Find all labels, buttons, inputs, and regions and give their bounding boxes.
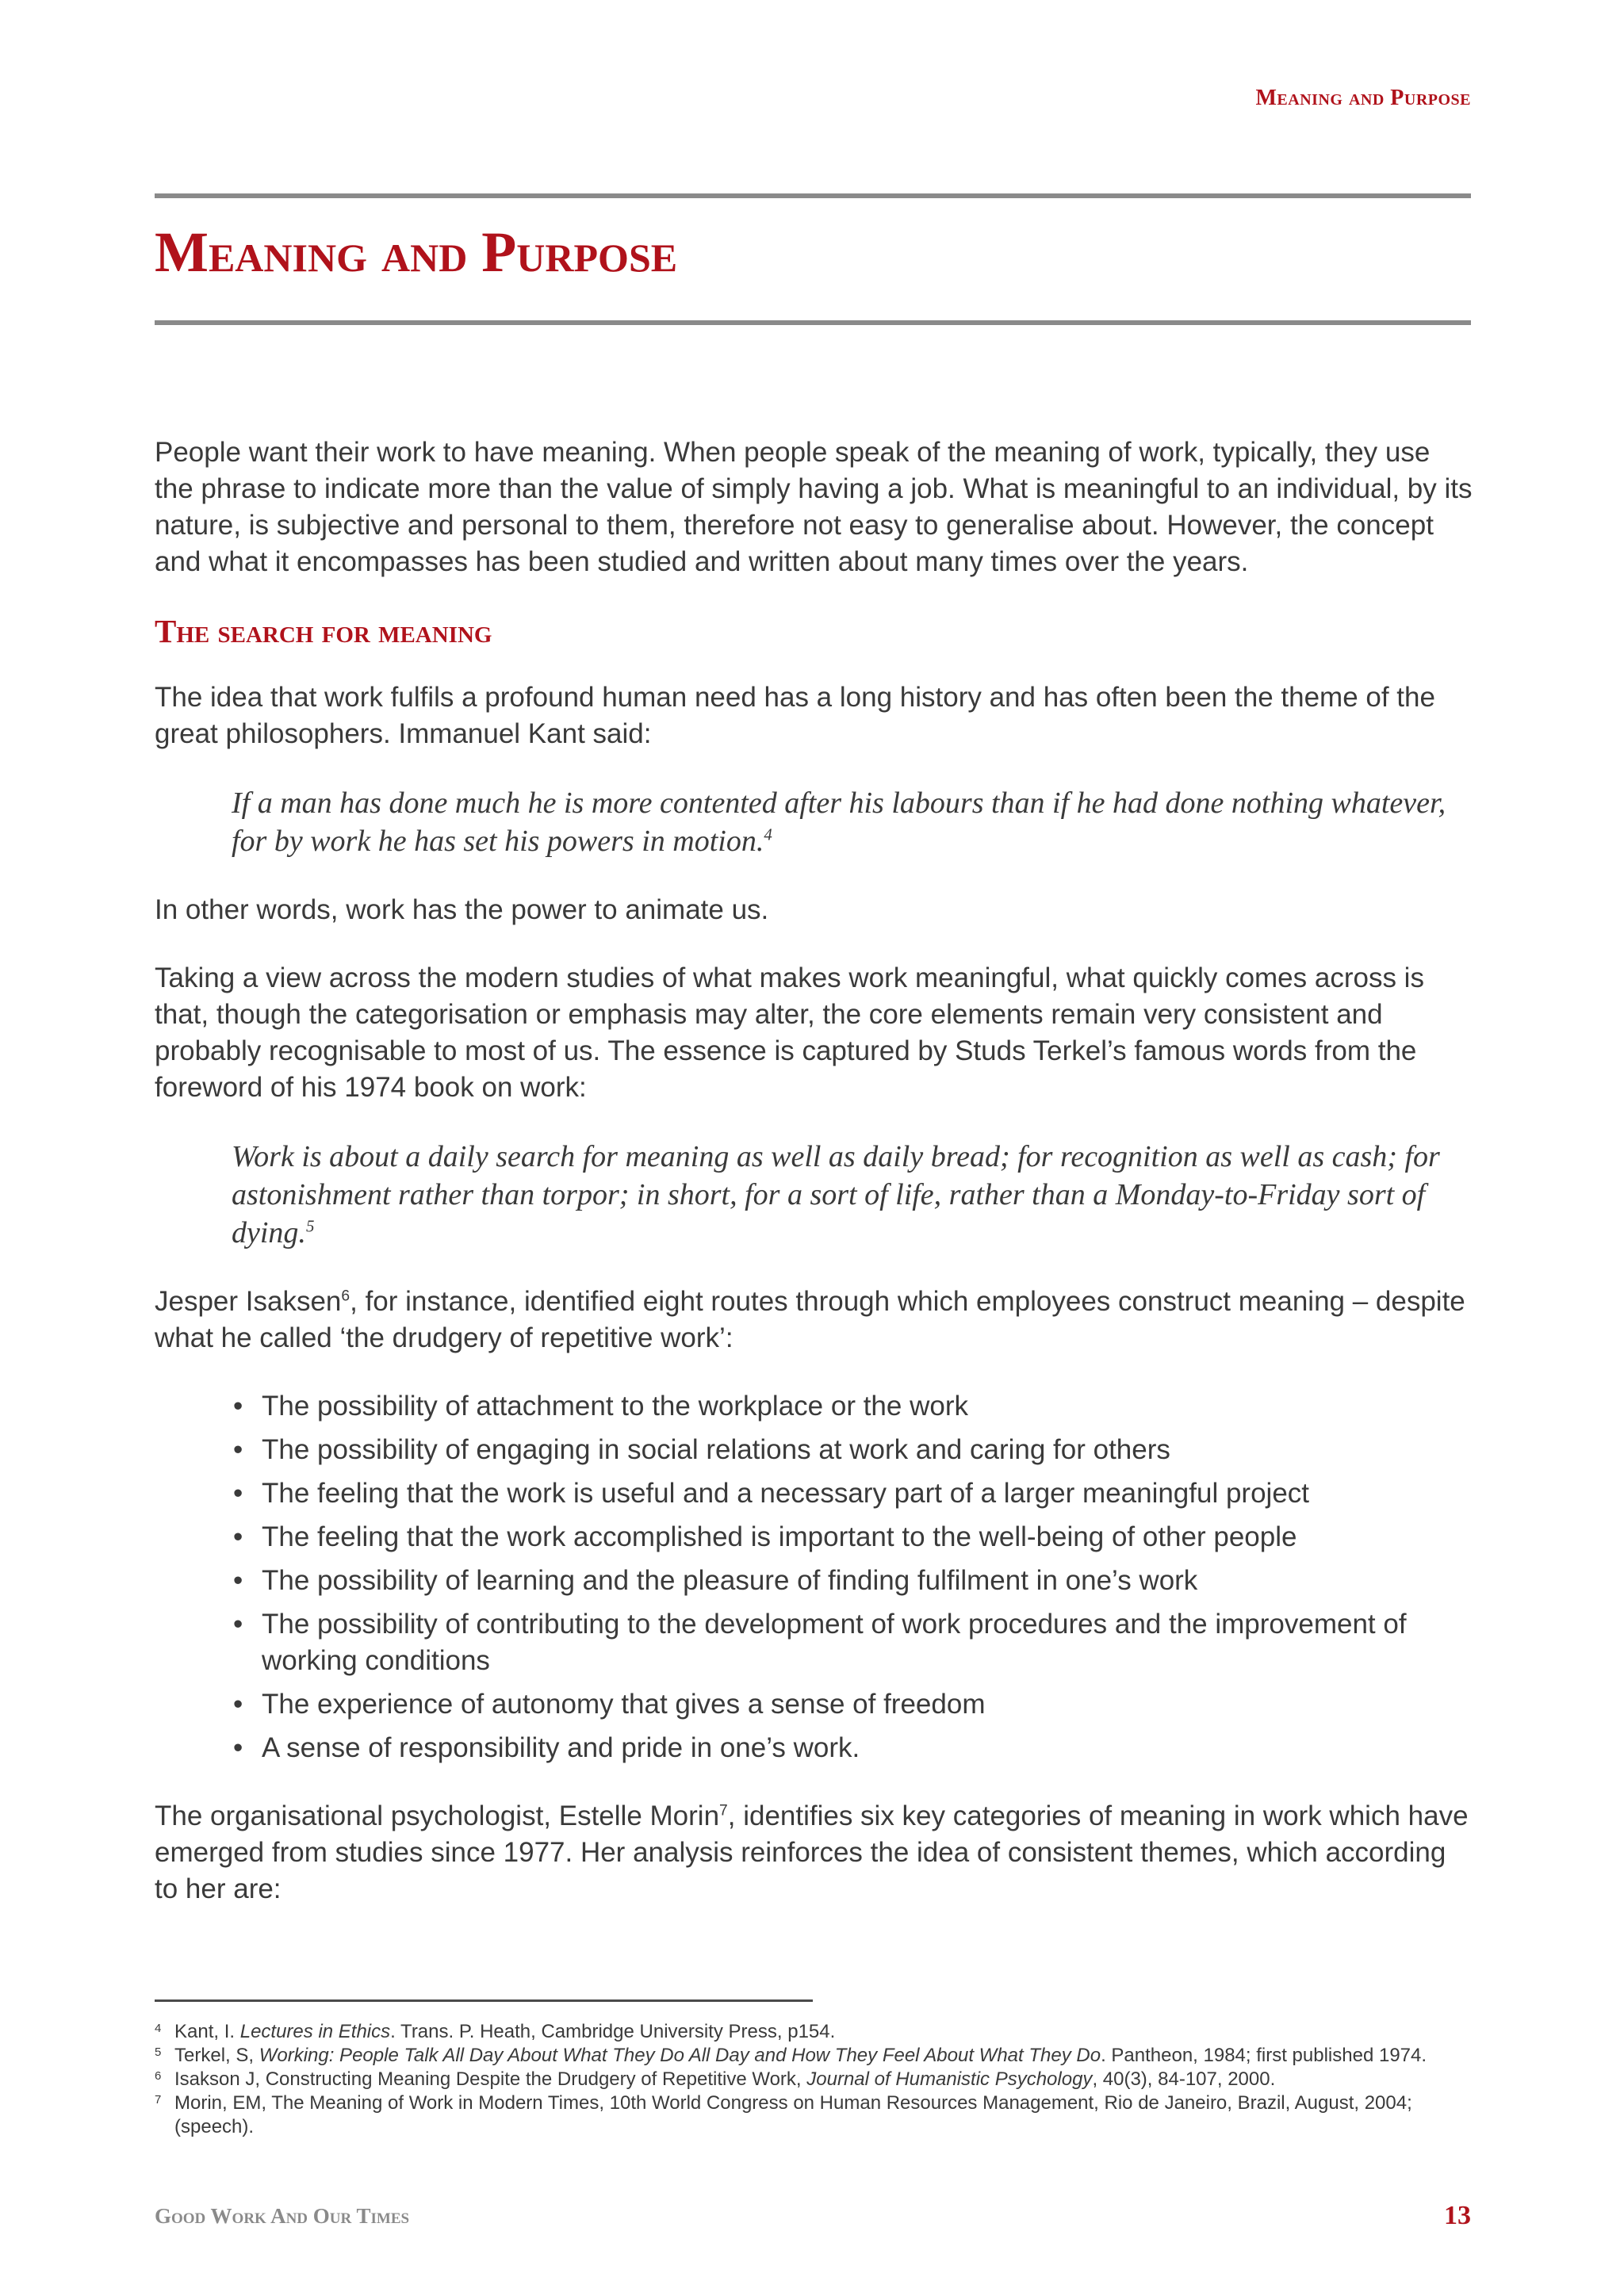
paragraph-animate: In other words, work has the power to animate us. [155,894,769,926]
isaksen-after: , for instance, identified eight routes through which employees construct meaning – despite what he called ‘the drudgery of repetitive work’: [155,1286,1465,1354]
page-number: 13 [1444,2201,1471,2230]
footnote-separator [155,1999,813,2002]
paragraph-modern-studies: Taking a view across the modern studies of what makes work meaningful, what quickly comes across is that, though the categorisation or emphasis may alter, the core elements remain very consistent and probably recognisable to most of us. The essence is captured by Studs Terkel’s famous words from the foreword of his 1974 book on work: [155,962,1424,1104]
list-item: • The feeling that the work accomplished is important to the well-being of other people [262,1519,1475,1556]
terkel-quote [232,1138,1469,1252]
paragraph-isaksen [155,1284,1475,1357]
footnotes [155,2020,1475,2139]
list-item: • The possibility of engaging in social relations at work and caring for others [262,1432,1475,1468]
main-content [155,434,1475,1939]
footer-publication-title: Good Work And Our Times [155,2204,410,2228]
footnote-5 [155,2044,1475,2068]
footnote-text: Kant, I. [174,2021,240,2042]
title-bottom-rule [155,320,1471,325]
morin-before: The organisational psychologist, Estelle Morin [155,1800,720,1832]
footnote-ref-6[interactable]: 6 [341,1288,350,1305]
list-item: • The possibility of learning and the pleasure of finding fulfilment in one’s work [262,1563,1475,1599]
footnote-title: Lectures in Ethics [239,2021,391,2042]
section-heading: The search for meaning [155,613,492,649]
footnote-7 [155,2091,1475,2139]
list-item: • The experience of autonomy that gives a sense of freedom [262,1686,1475,1723]
footnote-text: Terkel, S, [174,2045,259,2066]
footnote-4 [155,2020,1475,2044]
footnote-text: Isakson J, Constructing Meaning Despite the Drudgery of Repetitive Work, [174,2068,807,2090]
footnote-text: , 40(3), 84-107, 2000. [1092,2068,1276,2090]
routes-list [155,1388,1475,1766]
page-title: Meaning and Purpose [155,220,678,284]
kant-quote [232,784,1469,860]
list-item: • The possibility of contributing to the development of work procedures and the improvement of working conditions [262,1606,1475,1679]
footnote-number: 7 [155,2093,162,2107]
footnote-number: 4 [155,2022,162,2035]
footnote-number: 6 [155,2069,162,2083]
isaksen-before: Jesper Isaksen [155,1286,342,1318]
footnote-title: Working: People Talk All Day About What They Do All Day and How They Feel About What They Do [259,2045,1101,2066]
footnote-6 [155,2068,1475,2091]
footnote-ref-4[interactable]: 4 [764,825,772,844]
footnote-ref-7[interactable]: 7 [719,1802,728,1820]
paragraph-kant-intro: The idea that work fulfils a profound human need has a long history and has often been the theme of the great philosophers. Immanuel Kant said: [155,682,1435,750]
footnote-text: . Pantheon, 1984; first published 1974. [1101,2045,1427,2066]
running-header: Meaning and Purpose [1255,86,1471,110]
footnote-text: . Trans. P. Heath, Cambridge University Press, p154. [390,2021,836,2042]
title-top-rule [155,193,1471,198]
footnote-ref-5[interactable]: 5 [305,1216,315,1236]
footnote-number: 5 [155,2045,162,2059]
intro-paragraph: People want their work to have meaning. When people speak of the meaning of work, typically, they use the phrase to indicate more than the value of simply having a job. What is meaningful to an individual, by its nature, is subjective and personal to them, therefore not easy to generalise about. However, the concept and what it encompasses has been studied and written about many times over the years. [155,437,1473,577]
list-item: • The possibility of attachment to the workplace or the work [262,1388,1475,1425]
kant-quote-text: If a man has done much he is more contented after his labours than if he had done nothing whatever, for by work he has set his powers in motion. [232,786,1446,859]
paragraph-morin [155,1798,1475,1908]
footnote-title: Journal of Humanistic Psychology [806,2068,1093,2090]
morin-after: , identifies six key categories of meaning in work which have emerged from studies since 1977. Her analysis reinforces the idea of consistent themes, which according to her are: [155,1800,1469,1905]
list-item: • The feeling that the work is useful and a necessary part of a larger meaningful project [262,1475,1475,1512]
list-item: • A sense of responsibility and pride in one’s work. [262,1730,1475,1766]
terkel-quote-text: Work is about a daily search for meaning as well as daily bread; for recognition as well as cash; for astonishment rather than torpor; in short, for a sort of life, rather than a Monday-to-Friday sort of dying. [232,1140,1440,1250]
footnote-text: Morin, EM, The Meaning of Work in Modern Times, 10th World Congress on Human Resources Management, Rio de Janeiro, Brazil, August, 2004; (speech). [174,2092,1412,2137]
